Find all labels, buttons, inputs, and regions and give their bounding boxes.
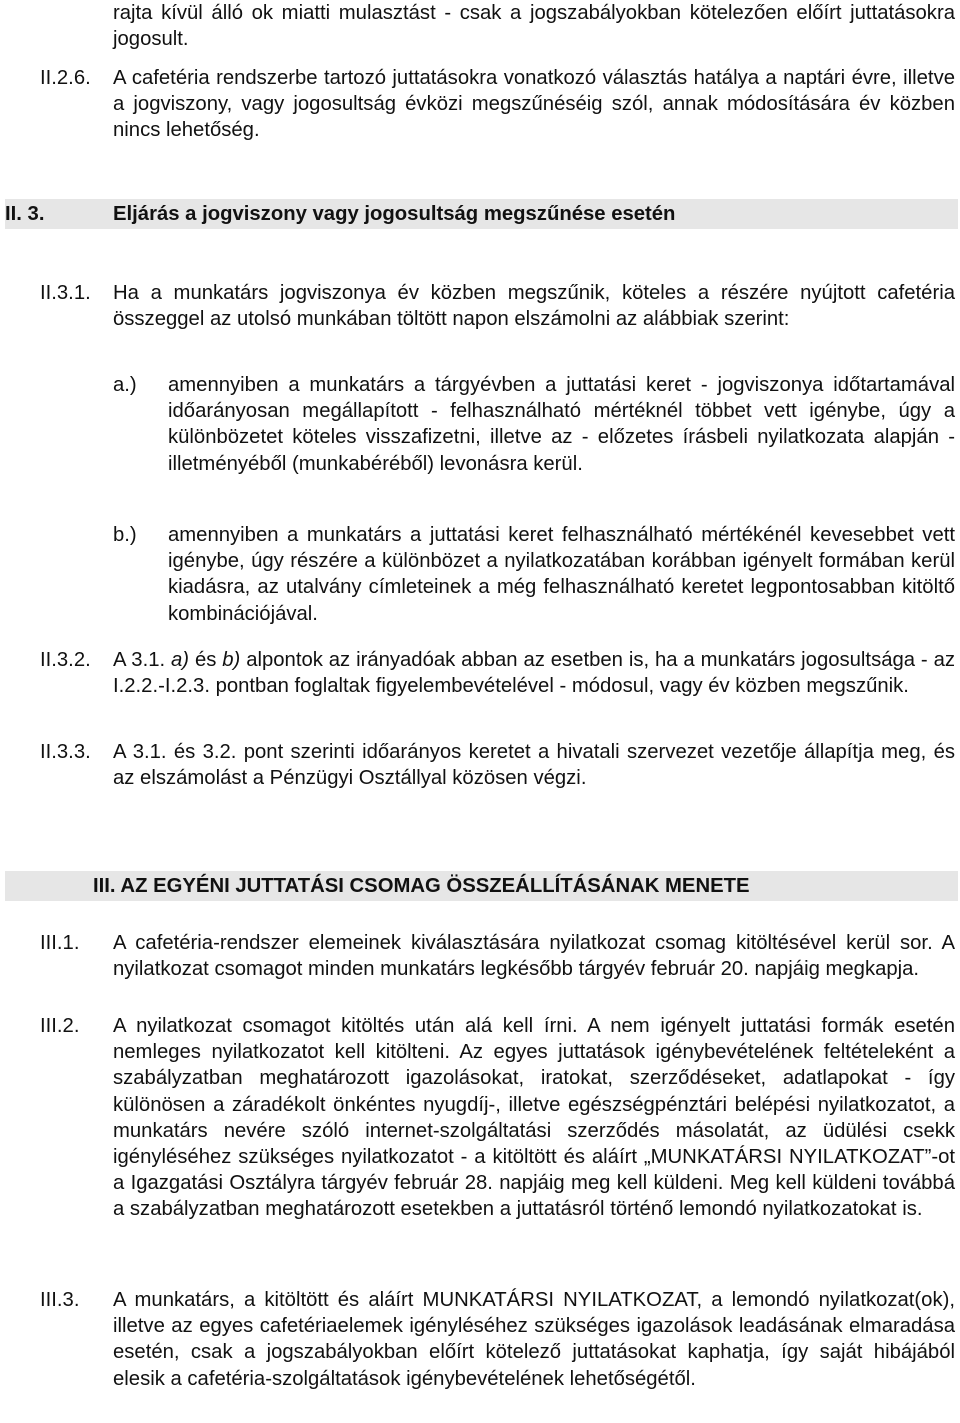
italic-ref-a: a) — [171, 649, 190, 671]
paragraph-number: II.3.2. — [40, 649, 91, 671]
paragraph-number: II.3.1. — [40, 282, 91, 304]
list-item-text: amennyiben a munkatárs a juttatási keret felhasználható mértékénél kevesebbet vett igénybe, úgy részére a különbözet a nyilatkozatában korábban igényelt formában kerül kiadásra, az utalvány címleteinek a még felhasználható keretet legpontosabban kitöltő kombinációjával. — [168, 524, 955, 625]
paragraph-text: A munkatárs, a kitöltött és aláírt MUNKATÁRSI NYILATKOZAT, a lemondó nyilatkozat(ok), illetve az egyes cafetériaelemek igényléséhez szükséges igazolások leadásának elmaradása esetén, csak a jogszabályokban előírt kötelező juttatásokat kaphatja, így saját hibájából elesik a cafetéria-szolgáltatások igénybevételének lehetőségétől. — [113, 1289, 955, 1390]
paragraph-text: A cafetéria-rendszer elemeinek kiválasztására nyilatkozat csomag kitöltésével kerül sor. A nyilatkozat csomagot minden munkatárs legkésőbb tárgyév február 20. napjáig megkapja. — [113, 932, 955, 981]
paragraph-number: III.1. — [40, 932, 80, 954]
italic-ref-b: b) — [222, 649, 241, 671]
list-item-label: a.) — [113, 374, 137, 396]
section-number: II. 3. — [5, 203, 45, 225]
paragraph-text: rajta kívül álló ok miatti mulasztást - csak a jogszabályokban kötelezően előírt juttatásokra jogosult. — [113, 2, 955, 51]
section-heading-band — [5, 199, 958, 229]
text-segment: alpontok az irányadóak abban az esetben is, ha a munkatárs jogosultsága - az I.2.2.-I.2.3. pontban foglaltak figyelembevételével - módosul, vagy év közben megszűnik. — [113, 649, 955, 698]
paragraph-number: III.3. — [40, 1289, 80, 1311]
list-item-label: b.) — [113, 524, 137, 546]
paragraph-text: A nyilatkozat csomagot kitöltés után alá kell írni. A nem igényelt juttatási formák esetén nemleges nyilatkozatot kell kitölteni. Az egyes juttatások igénybevételének feltételeként a szabályzatban meghatározott igazolásokat, iratokat, szerződéseket, adatlapokat - így különösen a záradékolt önkéntes nyugdíj-, illetve egészségpénztári belépési nyilatkozatot, a munkatárs nevére szóló internet-szolgáltatási szerződés másolatát, az üdülési csekk igényléséhez szükséges nyilatkozatot - a kitöltött és aláírt „MUNKATÁRSI NYILATKOZAT”-ot a Igazgatási Osztályra tárgyév február 28. napjáig meg kell küldeni. Meg kell küldeni továbbá a szabályzatban meghatározott esetekben a juttatásról történő lemondó nyilatkozatokat is. — [113, 1015, 955, 1221]
paragraph-number: III.2. — [40, 1015, 80, 1037]
section-title: Eljárás a jogviszony vagy jogosultság megszűnése esetén — [113, 203, 676, 225]
paragraph-number: II.3.3. — [40, 741, 91, 763]
text-segment: és — [189, 649, 223, 671]
paragraph-number: II.2.6. — [40, 67, 91, 89]
section-heading-band — [5, 871, 958, 901]
paragraph-text — [113, 647, 955, 699]
paragraph-text: A cafetéria rendszerbe tartozó juttatásokra vonatkozó választás hatálya a naptári évre, illetve a jogviszony, vagy jogosultság évközi megszűnéséig szól, annak módosítására év közben nincs lehetőség. — [113, 67, 955, 142]
text-segment: A 3.1. — [113, 649, 172, 671]
list-item-text: amennyiben a munkatárs a tárgyévben a juttatási keret - jogviszonya időtartamával időarányosan megállapított - felhasználható mértéknél többet vett igénybe, úgy a különbözetet köteles visszafizetni, illetve az - előzetes írásbeli nyilatkozata alapján - illetményéből (munkabéréből) levonásra kerül. — [168, 374, 955, 475]
paragraph-text: Ha a munkatárs jogviszonya év közben megszűnik, köteles a részére nyújtott cafetéria összeggel az utolsó munkában töltött napon elszámolni az alábbiak szerint: — [113, 282, 955, 331]
paragraph-text: A 3.1. és 3.2. pont szerinti időarányos keretet a hivatali szervezet vezetője állapítja meg, és az elszámolást a Pénzügyi Osztállyal közösen végzi. — [113, 741, 955, 790]
section-title: III. AZ EGYÉNI JUTTATÁSI CSOMAG ÖSSZEÁLLÍTÁSÁNAK MENETE — [93, 875, 750, 897]
